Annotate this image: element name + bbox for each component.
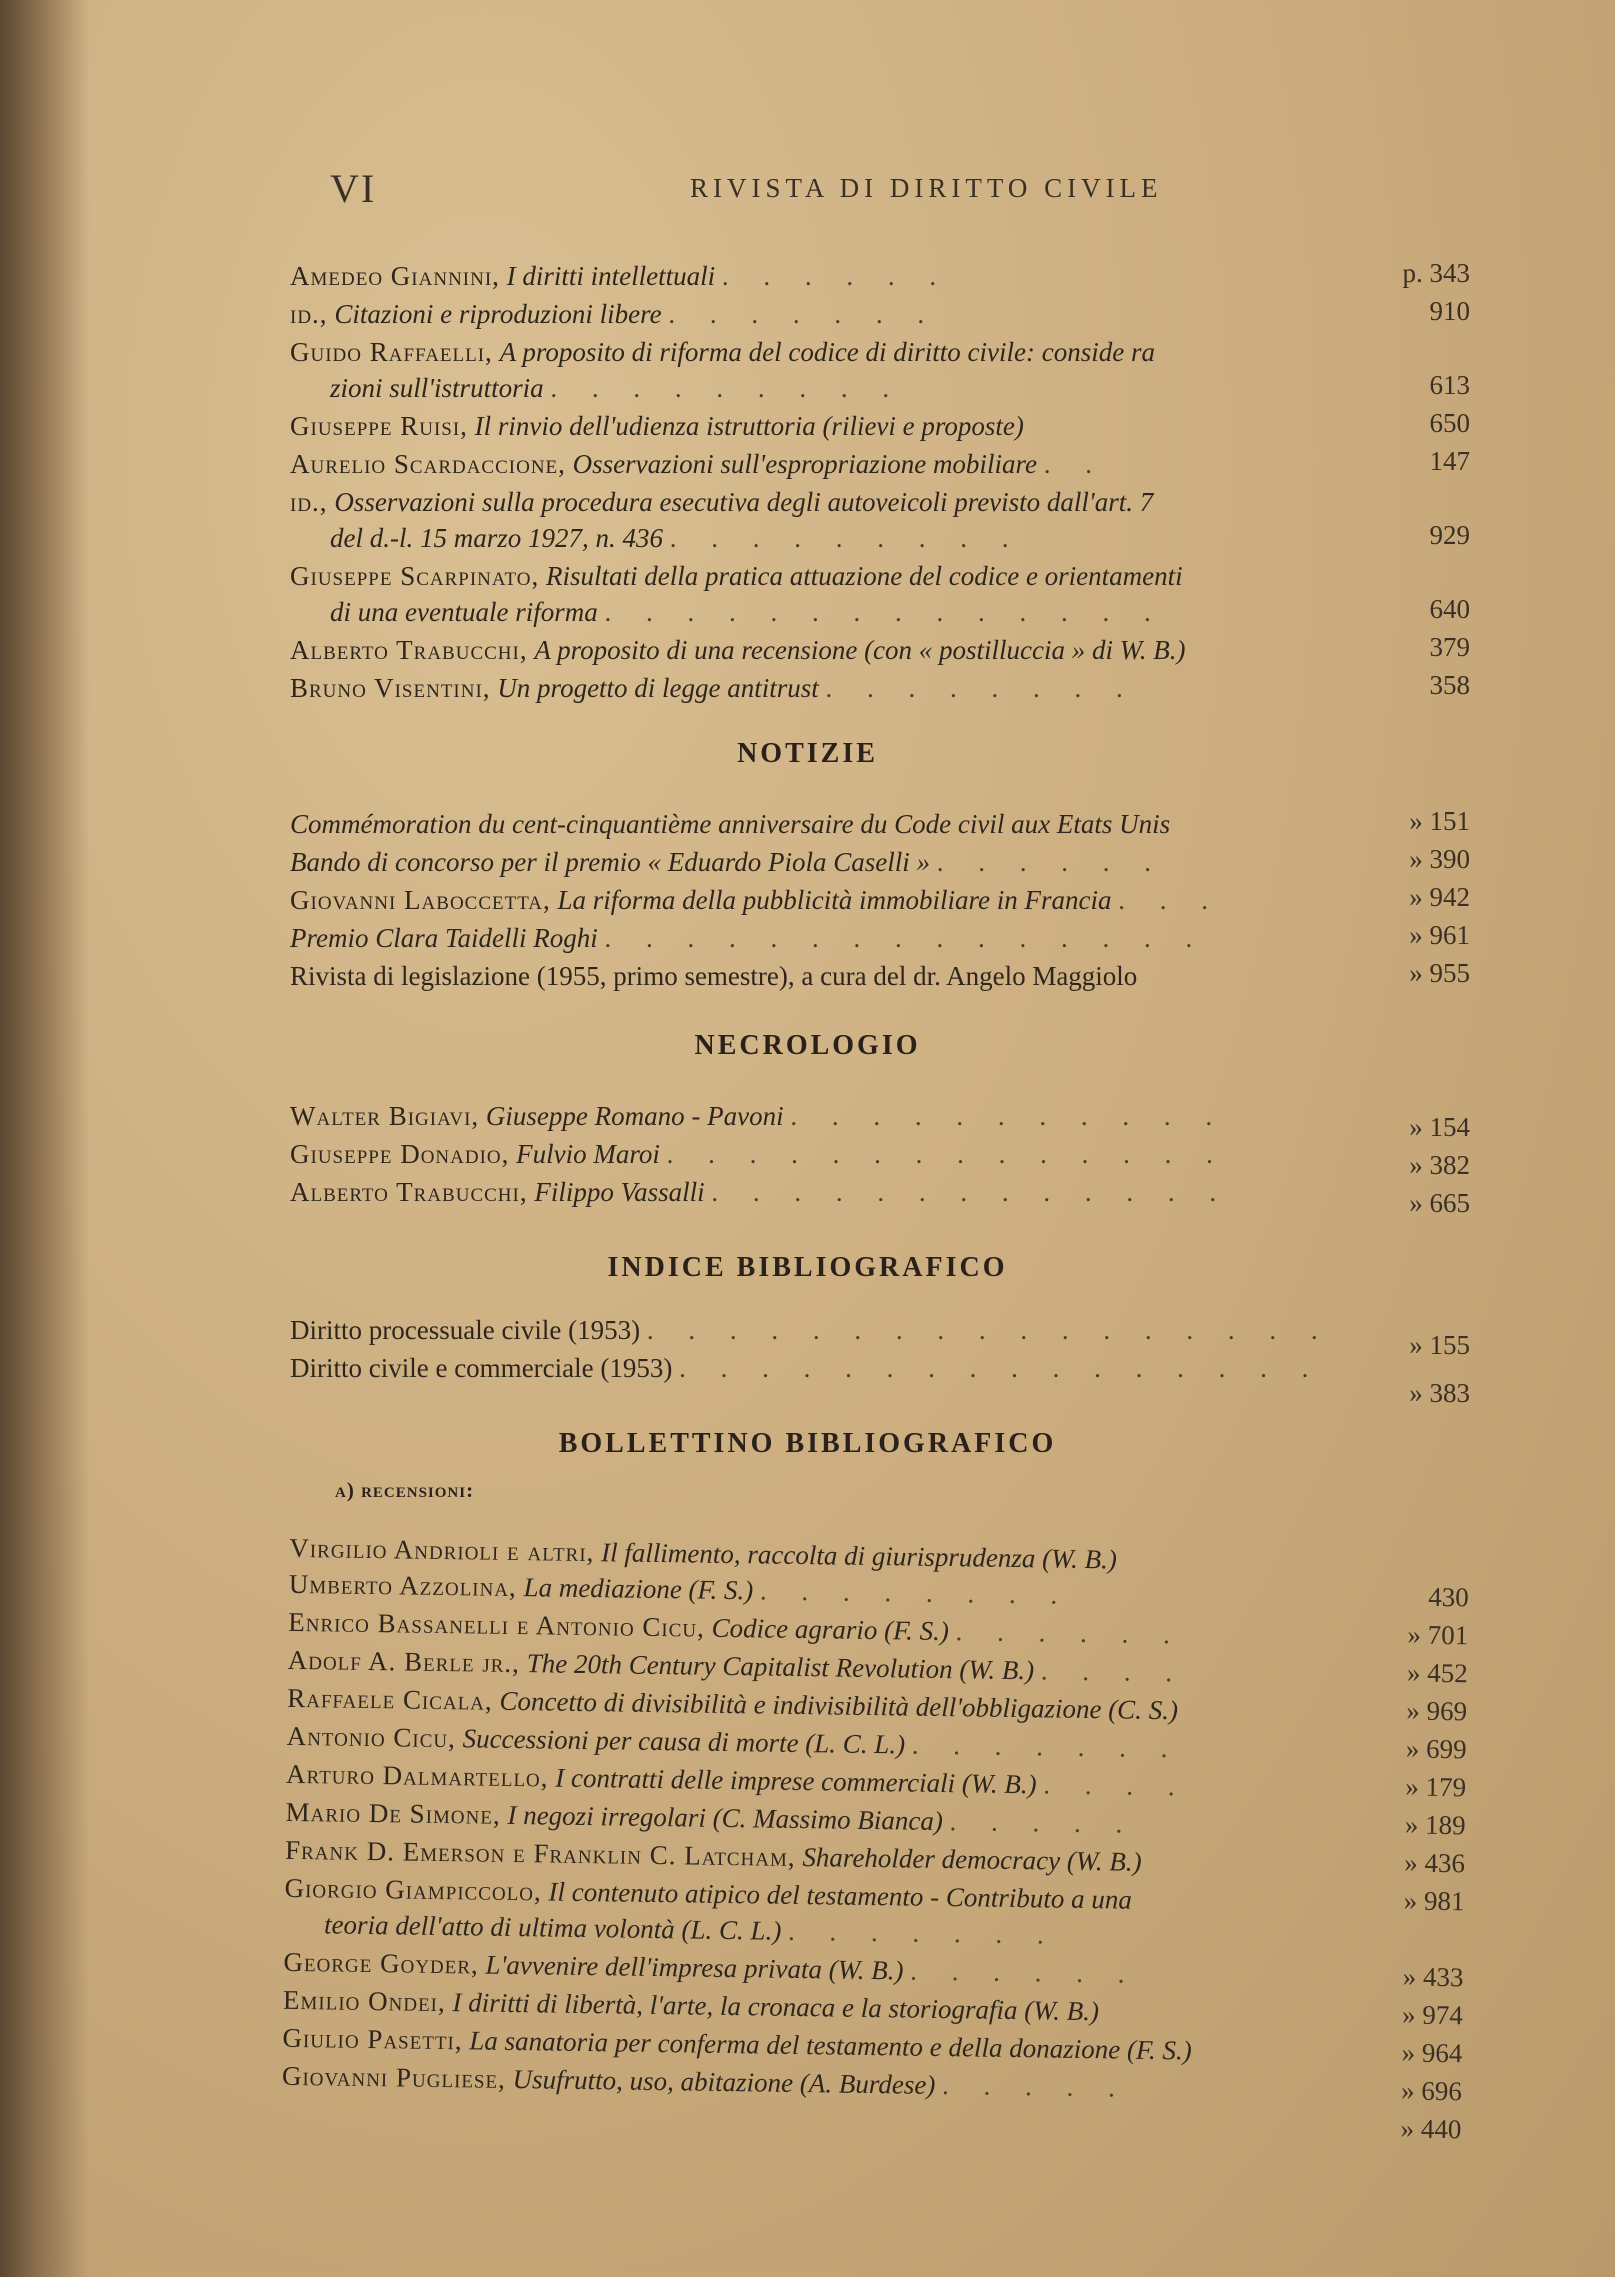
page-folio: VI	[330, 166, 377, 211]
toc-entry: Alberto Trabucchi, Filippo Vassalli . . . . . . . . . . . . .	[290, 1177, 1231, 1207]
toc-entry: Giorgio Giampiccolo, Il contenuto atipico del testamento - Contributo a una	[284, 1872, 1133, 1915]
toc-entry: Guido Raffaelli, A proposito di riforma del codice di diritto civile: conside ra	[290, 337, 1155, 367]
page-ref: » 390	[1409, 844, 1470, 874]
toc-entry: Walter Bigiavi, Giuseppe Romano - Pavoni . . . . . . . . . . .	[290, 1101, 1227, 1131]
toc-entry-continuation: zioni sull'istruttoria . . . . . . . . .	[330, 373, 904, 403]
page-ref: » 699	[1405, 1733, 1467, 1765]
toc-entry: Aurelio Scardaccione, Osservazioni sull'espropriazione mobiliare . .	[290, 449, 1106, 479]
page-ref: » 440	[1400, 2113, 1462, 2145]
toc-entry-continuation: del d.-l. 15 marzo 1927, n. 436 . . . . . . . . .	[330, 523, 1023, 553]
toc-entry: George Goyder, L'avvenire dell'impresa privata (W. B.) . . . . . .	[283, 1946, 1139, 1989]
page-ref: 650	[1429, 408, 1470, 438]
page-ref: » 955	[1409, 958, 1470, 988]
page-ref: » 974	[1401, 1999, 1464, 2031]
page-ref: » 155	[1409, 1330, 1470, 1360]
page-ref: » 382	[1409, 1150, 1470, 1180]
section-heading-necrologio: NECROLOGIO	[694, 1030, 921, 1061]
toc-entry: Rivista di legislazione (1955, primo semestre), a cura del dr. Angelo Maggiolo	[290, 961, 1138, 991]
page-ref: 613	[1429, 370, 1470, 400]
toc-entry: Adolf A. Berle jr., The 20th Century Capitalist Revolution (W. B.) . . . .	[287, 1644, 1187, 1688]
toc-entry: Alberto Trabucchi, A proposito di una recensione (con « postilluccia » di W. B.)	[290, 635, 1186, 665]
toc-entry: Virgilio Andrioli e altri, Il fallimento, raccolta di giurisprudenza (W. B.)	[289, 1532, 1118, 1575]
toc-entry: Frank D. Emerson e Franklin C. Latcham, Shareholder democracy (W. B.)	[284, 1834, 1142, 1877]
page-ref: 640	[1429, 594, 1470, 624]
toc-entry-continuation: di una eventuale riforma . . . . . . . . . . . . . .	[330, 597, 1165, 627]
toc-entry: Diritto civile e commerciale (1953) . . . . . . . . . . . . . . . .	[290, 1353, 1323, 1383]
page-ref: » 665	[1409, 1188, 1470, 1218]
page-ref: 379	[1429, 632, 1470, 662]
toc-entry: Bruno Visentini, Un progetto di legge antitrust . . . . . . . .	[290, 673, 1137, 703]
page-ref: 430	[1428, 1581, 1469, 1613]
toc-entry: id., Osservazioni sulla procedura esecutiva degli autoveicoli previsto dall'art. 7	[290, 487, 1154, 517]
toc-entry: Arturo Dalmartello, I contratti delle imprese commerciali (W. B.) . . . .	[285, 1758, 1189, 1802]
page-ref: » 189	[1404, 1809, 1466, 1841]
page-ref: » 969	[1406, 1695, 1468, 1727]
page-ref: 910	[1429, 296, 1470, 326]
page-ref: » 383	[1409, 1378, 1470, 1408]
page-ref: » 981	[1403, 1885, 1465, 1917]
page-ref: » 696	[1400, 2075, 1463, 2107]
toc-entry: Amedeo Giannini, I diritti intellettuali . . . . . .	[290, 261, 951, 291]
page-ref: 358	[1429, 670, 1470, 700]
section-heading-notizie: NOTIZIE	[737, 738, 878, 769]
toc-entry: Giuseppe Ruisi, Il rinvio dell'udienza istruttoria (rilievi e proposte)	[290, 411, 1024, 441]
page-ref: » 961	[1409, 920, 1470, 950]
toc-entry: Giulio Pasetti, La sanatoria per conferma del testamento e della donazione (F. S.)	[282, 2022, 1192, 2066]
page-ref: » 942	[1409, 882, 1470, 912]
toc-entry: Umberto Azzolina, La mediazione (F. S.) . . . . . . . .	[288, 1568, 1072, 1610]
page-ref: » 433	[1402, 1961, 1464, 1993]
subheading-recensioni: a) recensioni:	[335, 1478, 475, 1502]
toc-entry: Commémoration du cent-cinquantième anniversaire du Code civil aux Etats Unis	[290, 809, 1171, 839]
section-heading-bollettino: BOLLETTINO BIBLIOGRAFICO	[558, 1428, 1057, 1459]
toc-entry: Giuseppe Scarpinato, Risultati della pratica attuazione del codice e orientamenti	[290, 561, 1183, 591]
toc-entry: Raffaele Cicala, Concetto di divisibilità e indivisibilità dell'obbligazione (C. S.)	[287, 1682, 1179, 1726]
page-ref: » 452	[1406, 1657, 1468, 1689]
toc-entry: Giuseppe Donadio, Fulvio Maroi . . . . . . . . . . . . . .	[290, 1139, 1227, 1169]
page-ref: » 179	[1405, 1771, 1467, 1803]
page-ref: » 701	[1407, 1619, 1469, 1651]
page-ref: 147	[1429, 446, 1470, 476]
toc-entry-continuation: teoria dell'atto di ultima volontà (L. C. L.) . . . . . . .	[323, 1909, 1058, 1950]
toc-entry: Giovanni Pugliese, Usufrutto, uso, abitazione (A. Burdese) . . . . .	[281, 2060, 1130, 2103]
page-ref: p. 343	[1402, 258, 1470, 288]
toc-entry: Premio Clara Taidelli Roghi . . . . . . . . . . . . . . .	[290, 923, 1207, 953]
page-ref: 929	[1429, 520, 1470, 550]
toc-entry: Enrico Bassanelli e Antonio Cicu, Codice agrario (F. S.) . . . . . .	[288, 1606, 1185, 1650]
toc-entry: Antonio Cicu, Successioni per causa di morte (L. C. L.) . . . . . . .	[286, 1720, 1182, 1764]
page-ref: » 436	[1404, 1847, 1466, 1879]
page-ref: » 964	[1401, 2037, 1463, 2069]
toc-entry: Emilio Ondei, I diritti di libertà, l'arte, la cronaca e la storiografia (W. B.)	[282, 1984, 1100, 2027]
toc-entry: Giovanni Laboccetta, La riforma della pubblicità immobiliare in Francia . . .	[290, 885, 1223, 915]
section-heading-indice: INDICE BIBLIOGRAFICO	[607, 1252, 1008, 1283]
toc-entry: id., Citazioni e riproduzioni libere . . . . . . .	[290, 299, 939, 329]
toc-entry: Diritto processuale civile (1953) . . . . . . . . . . . . . . . . .	[290, 1315, 1332, 1345]
page-ref: » 151	[1409, 806, 1470, 836]
toc-entry: Bando di concorso per il premio « Eduardo Piola Caselli » . . . . . .	[290, 847, 1165, 877]
page-ref: » 154	[1409, 1112, 1470, 1142]
running-title: RIVISTA DI DIRITTO CIVILE	[690, 173, 1163, 203]
toc-entry: Mario De Simone, I negozi irregolari (C. Massimo Bianca) . . . . .	[285, 1796, 1137, 1839]
